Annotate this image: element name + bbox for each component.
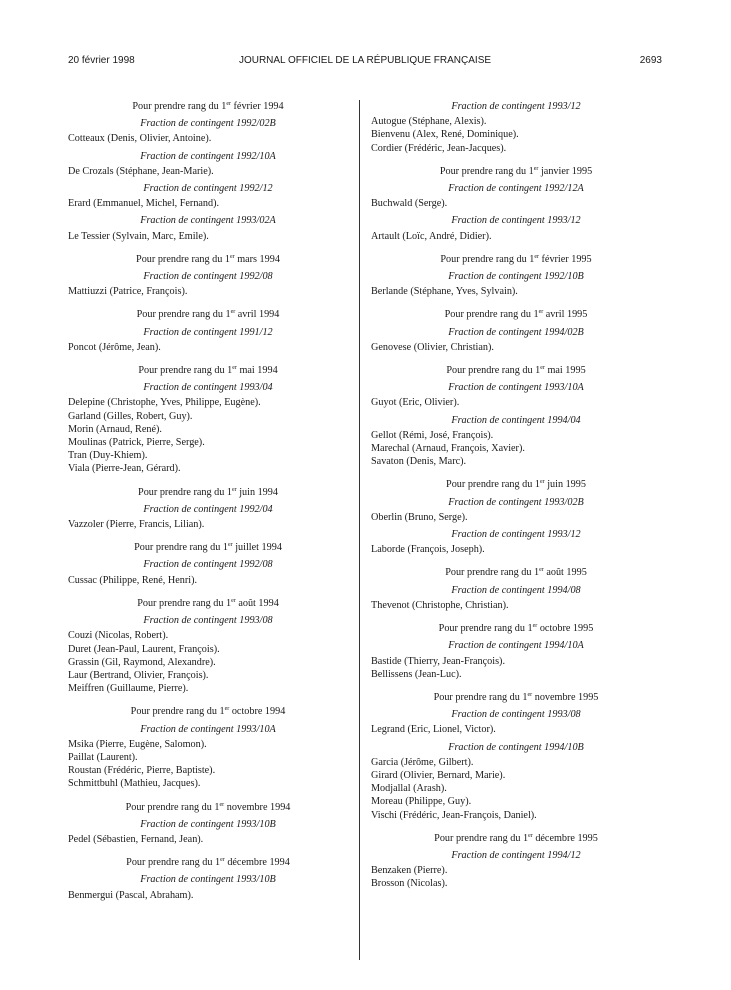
- person-entry: Vischi (Frédéric, Jean-François, Daniel).: [371, 809, 537, 821]
- person-entry: Paillat (Laurent).: [68, 751, 138, 763]
- fraction-heading: Fraction de contingent 1993/10B: [140, 818, 276, 830]
- person-entry: Laur (Bertrand, Olivier, François).: [68, 669, 209, 681]
- rank-block: [68, 253, 348, 299]
- rank-heading: Pour prendre rang du 1er mai 1995: [446, 365, 586, 377]
- rank-block: [371, 832, 661, 891]
- person-entry: Artault (Loïc, André, Didier).: [371, 230, 492, 242]
- rank-block: [68, 486, 348, 532]
- rank-block: [68, 541, 348, 587]
- person-entry: Laborde (François, Joseph).: [371, 544, 485, 556]
- fraction-heading: Fraction de contingent 1992/08: [143, 271, 273, 283]
- person-entry: Garland (Gilles, Robert, Guy).: [68, 410, 193, 422]
- column-divider: [359, 100, 360, 960]
- rank-block: [68, 308, 348, 354]
- fraction-heading: Fraction de contingent 1993/02A: [140, 215, 276, 227]
- person-entry: Benzaken (Pierre).: [371, 865, 448, 877]
- person-entry: Thevenot (Christophe, Christian).: [371, 599, 509, 611]
- right-column: [371, 100, 661, 891]
- fraction-heading: Fraction de contingent 1992/08: [143, 559, 273, 571]
- rank-heading: Pour prendre rang du 1er mars 1994: [136, 253, 280, 265]
- fraction-heading: Fraction de contingent 1993/12: [451, 529, 581, 541]
- person-entry: Modjallal (Arash).: [371, 783, 447, 795]
- fraction-heading: Fraction de contingent 1993/12: [451, 101, 581, 112]
- fraction-heading: Fraction de contingent 1992/10B: [448, 271, 584, 283]
- fraction-heading: Fraction de contingent 1993/10A: [140, 723, 276, 735]
- fraction-heading: Fraction de contingent 1992/12: [143, 183, 273, 195]
- fraction-heading: Fraction de contingent 1991/12: [143, 326, 273, 338]
- person-entry: Marechal (Arnaud, François, Xavier).: [371, 443, 525, 455]
- rank-heading: Pour prendre rang du 1er février 1995: [440, 253, 592, 265]
- person-entry: Legrand (Eric, Lionel, Victor).: [371, 724, 496, 736]
- fraction-heading: Fraction de contingent 1994/10A: [448, 640, 584, 652]
- rank-heading: Pour prendre rang du 1er janvier 1995: [439, 165, 593, 177]
- person-entry: Meiffren (Guillaume, Pierre).: [68, 683, 189, 695]
- person-entry: Garcia (Jérôme, Gilbert).: [371, 756, 474, 768]
- rank-block: [371, 566, 661, 612]
- person-entry: Gellot (Rémi, José, François).: [371, 429, 494, 441]
- person-entry: Genovese (Olivier, Christian).: [371, 341, 494, 353]
- rank-heading: Pour prendre rang du 1er août 1995: [445, 567, 587, 579]
- fraction-heading: Fraction de contingent 1993/10A: [448, 382, 584, 394]
- person-entry: Girard (Olivier, Bernard, Marie).: [371, 769, 506, 781]
- person-entry: Cordier (Frédéric, Jean-Jacques).: [371, 142, 507, 154]
- fraction-heading: Fraction de contingent 1994/02B: [448, 326, 584, 338]
- person-entry: Roustan (Frédéric, Pierre, Baptiste).: [68, 765, 216, 777]
- rank-heading: Pour prendre rang du 1er avril 1995: [444, 309, 588, 321]
- header-page-number: 2693: [639, 55, 662, 66]
- rank-block: [371, 364, 661, 468]
- rank-block: [371, 478, 661, 556]
- person-entry: Erard (Emmanuel, Michel, Fernand).: [68, 198, 220, 210]
- person-entry: Bastide (Thierry, Jean-François).: [371, 655, 505, 667]
- rank-heading: Pour prendre rang du 1er août 1994: [137, 597, 279, 609]
- person-entry: Poncot (Jérôme, Jean).: [68, 341, 161, 353]
- page-header: [68, 55, 662, 69]
- fraction-heading: Fraction de contingent 1994/10B: [448, 741, 584, 753]
- rank-heading: Pour prendre rang du 1er novembre 1994: [125, 801, 291, 813]
- person-entry: Le Tessier (Sylvain, Marc, Emile).: [68, 230, 209, 242]
- person-entry: Moreau (Philippe, Guy).: [371, 796, 472, 808]
- fraction-heading: Fraction de contingent 1993/10B: [140, 874, 276, 886]
- person-entry: Tran (Duy-Khiem).: [68, 450, 148, 462]
- rank-block: [371, 691, 661, 822]
- rank-block: [371, 308, 661, 354]
- person-entry: Grassin (Gil, Raymond, Alexandre).: [68, 656, 216, 668]
- person-entry: Delepine (Christophe, Yves, Philippe, Eugène).: [68, 397, 261, 409]
- person-entry: Pedel (Sébastien, Fernand, Jean).: [68, 833, 204, 845]
- person-entry: Viala (Pierre-Jean, Gérard).: [68, 463, 181, 475]
- fraction-heading: Fraction de contingent 1994/08: [451, 584, 581, 596]
- fraction-heading: Fraction de contingent 1993/04: [143, 382, 273, 394]
- rank-block: [371, 165, 661, 243]
- person-entry: Buchwald (Serge).: [371, 198, 448, 210]
- person-entry: Vazzoler (Pierre, Francis, Lilian).: [68, 519, 205, 531]
- rank-block: [371, 622, 661, 681]
- person-entry: Guyot (Eric, Olivier).: [371, 397, 460, 409]
- person-entry: Brosson (Nicolas).: [371, 878, 448, 890]
- person-entry: Cussac (Philippe, René, Henri).: [68, 574, 198, 586]
- rank-heading: Pour prendre rang du 1er mai 1994: [138, 365, 278, 377]
- fraction-heading: Fraction de contingent 1992/02B: [140, 118, 276, 130]
- rank-heading: Pour prendre rang du 1er décembre 1994: [126, 857, 290, 869]
- rank-heading: Pour prendre rang du 1er octobre 1995: [438, 623, 594, 635]
- fraction-heading: Fraction de contingent 1992/04: [143, 503, 273, 515]
- left-column: [68, 100, 348, 902]
- rank-heading: Pour prendre rang du 1er avril 1994: [136, 309, 280, 321]
- rank-block: [68, 856, 348, 902]
- header-journal-title: JOURNAL OFFICIEL DE LA RÉPUBLIQUE FRANÇAISE: [238, 55, 492, 66]
- rank-block: [371, 253, 661, 299]
- fraction-heading: Fraction de contingent 1994/12: [451, 849, 581, 861]
- person-entry: Couzi (Nicolas, Robert).: [68, 630, 169, 642]
- rank-heading: Pour prendre rang du 1er février 1994: [132, 101, 284, 112]
- person-entry: De Crozals (Stéphane, Jean-Marie).: [68, 165, 214, 177]
- person-entry: Autogue (Stéphane, Alexis).: [371, 116, 487, 128]
- header-date: 20 février 1998: [68, 55, 135, 66]
- fraction-heading: Fraction de contingent 1994/04: [451, 414, 581, 426]
- fraction-heading: Fraction de contingent 1993/12: [451, 215, 581, 227]
- rank-heading: Pour prendre rang du 1er octobre 1994: [130, 706, 286, 718]
- person-entry: Duret (Jean-Paul, Laurent, François).: [68, 643, 220, 655]
- person-entry: Moulinas (Patrick, Pierre, Serge).: [68, 437, 205, 449]
- rank-block: [68, 100, 348, 243]
- person-entry: Morin (Arnaud, René).: [68, 423, 162, 435]
- rank-block: [68, 364, 348, 476]
- rank-heading: Pour prendre rang du 1er juin 1995: [446, 479, 586, 491]
- person-entry: Bellissens (Jean-Luc).: [371, 668, 462, 680]
- person-entry: Schmittbuhl (Mathieu, Jacques).: [68, 778, 201, 790]
- rank-heading: Pour prendre rang du 1er juillet 1994: [134, 542, 282, 554]
- fraction-heading: Fraction de contingent 1993/08: [451, 709, 581, 721]
- fraction-heading: Fraction de contingent 1992/12A: [448, 183, 584, 195]
- fraction-heading: Fraction de contingent 1992/10A: [140, 150, 276, 162]
- person-entry: Cotteaux (Denis, Olivier, Antoine).: [68, 133, 212, 145]
- person-entry: Benmergui (Pascal, Abraham).: [68, 889, 194, 901]
- person-entry: Mattiuzzi (Patrice, François).: [68, 286, 188, 298]
- rank-block: [68, 705, 348, 790]
- person-entry: Savaton (Denis, Marc).: [371, 456, 467, 468]
- person-entry: Msika (Pierre, Eugène, Salomon).: [68, 738, 207, 750]
- rank-heading: Pour prendre rang du 1er novembre 1995: [433, 691, 599, 703]
- person-entry: Oberlin (Bruno, Serge).: [371, 511, 468, 523]
- rank-heading: Pour prendre rang du 1er juin 1994: [138, 486, 278, 498]
- person-entry: Bienvenu (Alex, René, Dominique).: [371, 129, 519, 141]
- rank-block: [68, 597, 348, 695]
- fraction-heading: Fraction de contingent 1993/08: [143, 615, 273, 627]
- rank-heading: Pour prendre rang du 1er décembre 1995: [434, 832, 598, 844]
- rank-block: [371, 100, 661, 155]
- person-entry: Berlande (Stéphane, Yves, Sylvain).: [371, 286, 518, 298]
- rank-block: [68, 801, 348, 847]
- fraction-heading: Fraction de contingent 1993/02B: [448, 496, 584, 508]
